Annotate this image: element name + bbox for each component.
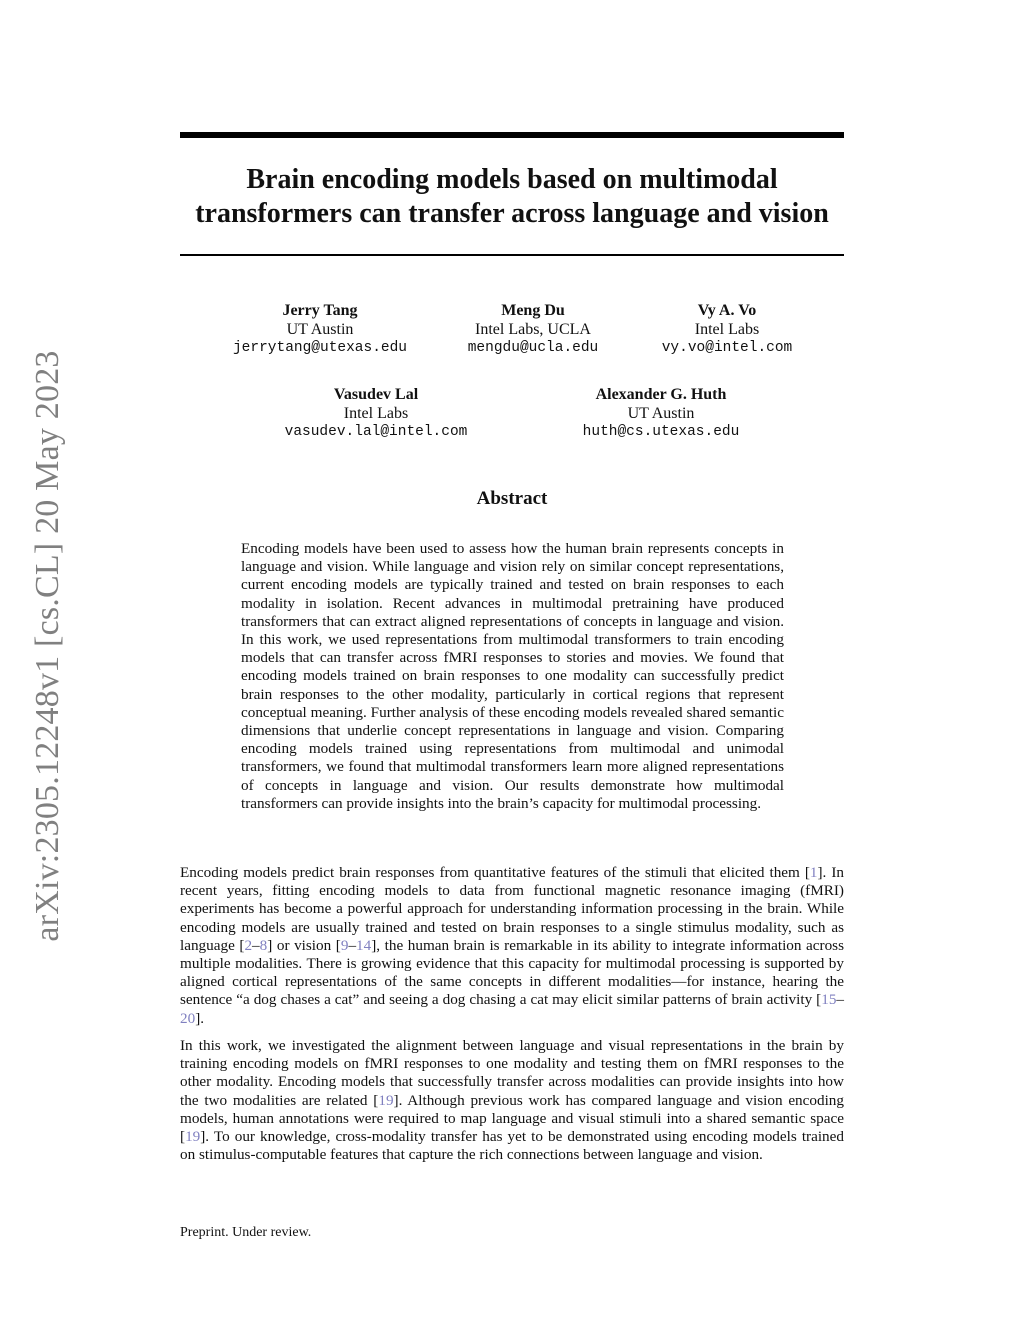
author-block [458,301,608,358]
paper-title: Brain encoding models based on multimodal transformers can transfer across language and vision [195,164,829,229]
text-run: In this work, we investigated the alignment between language and visual representations in the brain by training encoding models on fMRI responses to one modality and testing them on fMRI responses to the other modality. Encoding models that successfully transfer across modalities can provide insights into how the two modalities are related [ [180,1037,844,1109]
text-run: ] or vision [ [267,936,341,954]
citation-link[interactable]: 19 [185,1128,201,1146]
title-bottom-rule [180,254,844,256]
citation-range-separator: – [348,936,357,954]
text-run: ], the human brain is remarkable in its ability to integrate information across multiple modalities. There is growing evidence that this capacity for multimodal processing is supported by aligned cortical representations of the same concepts in different modalities—for instance, hearing the sentence “a dog chases a cat” and seeing a dog chasing a cat may elicit similar patterns of brain activity [ [180,936,844,1009]
intro-paragraph-1 [180,864,844,1028]
author-email[interactable]: huth@cs.utexas.edu [582,424,740,440]
text-run: ]. In recent years, fitting encoding models to data from functional magnetic resonance imaging (fMRI) experiments has become a powerful approach for understanding information processing in the brain. While encoding models are usually trained and tested on brain responses to a single stimulus modality, such as language [ [180,864,844,954]
author-block [280,385,472,442]
author-name: Meng Du [501,302,565,319]
citation-link[interactable]: 9 [340,936,349,954]
author-block [654,301,800,358]
author-affiliation: Intel Labs [343,405,409,422]
title-top-rule [180,132,844,138]
author-block [232,301,408,358]
abstract-heading: Abstract [476,488,548,509]
abstract-text: Encoding models have been used to assess how the human brain represents concepts in language and vision. While language and vision rely on similar concept representations, current encoding models are typically trained and tested on brain responses to each modality in isolation. Recent advances in multimodal pretraining have produced transformers that can extract aligned representations of concepts in language and vision. In this work, we used representations from multimodal transformers to train encoding models that can transfer across fMRI responses to stories and movies. We found that encoding models trained on brain responses to one modality can successfully predict brain responses to the other modality, particularly in cortical regions that represent conceptual meaning. Further analysis of these encoding models revealed shared semantic dimensions that underlie concept representations in language and vision. Comparing encoding models trained using representations from multimodal and unimodal transformers, we found that multimodal transformers learn more aligned representations of concepts in language and vision. Our results demonstrate how multimodal transformers can provide insights into the brain’s capacity for multimodal processing. [241,540,784,812]
author-name: Vasudev Lal [333,386,419,403]
author-name: Alexander G. Huth [595,386,727,403]
author-block [570,385,752,442]
author-affiliation: Intel Labs [694,321,760,338]
author-email[interactable]: mengdu@ucla.edu [467,340,599,356]
citation-link[interactable]: 19 [378,1091,394,1109]
author-affiliation: UT Austin [286,321,354,338]
text-run: ]. Although previous work has compared language and vision encoding models, human annotations were required to map language and visual stimuli into a shared semantic space [ [180,1091,844,1146]
intro-paragraph-2 [180,1037,844,1164]
citation-link[interactable]: 15 [821,991,837,1009]
author-email[interactable]: jerrytang@utexas.edu [232,340,408,356]
text-run: ]. To our knowledge, cross-modality transfer has yet to be demonstrated using encoding models trained on stimulus-computable features that capture the rich connections between language and vision. [180,1128,844,1164]
author-email[interactable]: vasudev.lal@intel.com [284,424,468,440]
citation-range-separator: – [252,936,260,954]
author-affiliation: Intel Labs, UCLA [475,321,591,338]
arxiv-identifier[interactable]: arXiv:2305.12248v1 [cs.CL] 20 May 2023 [29,350,66,942]
footer-note: Preprint. Under review. [180,1225,312,1240]
citation-link[interactable]: 2 [244,936,253,954]
text-run: Encoding models predict brain responses from quantitative features of the stimuli that elicited them [ [180,864,810,881]
author-affiliation: UT Austin [627,405,695,422]
author-name: Vy A. Vo [697,302,757,319]
citation-link[interactable]: 20 [180,1009,196,1027]
citation-range-separator: – [836,991,844,1009]
author-name: Jerry Tang [282,302,358,319]
author-email[interactable]: vy.vo@intel.com [661,340,793,356]
citation-link[interactable]: 1 [809,864,818,881]
citation-link[interactable]: 8 [259,936,268,954]
text-run: ]. [195,1009,205,1027]
citation-link[interactable]: 14 [356,936,372,954]
